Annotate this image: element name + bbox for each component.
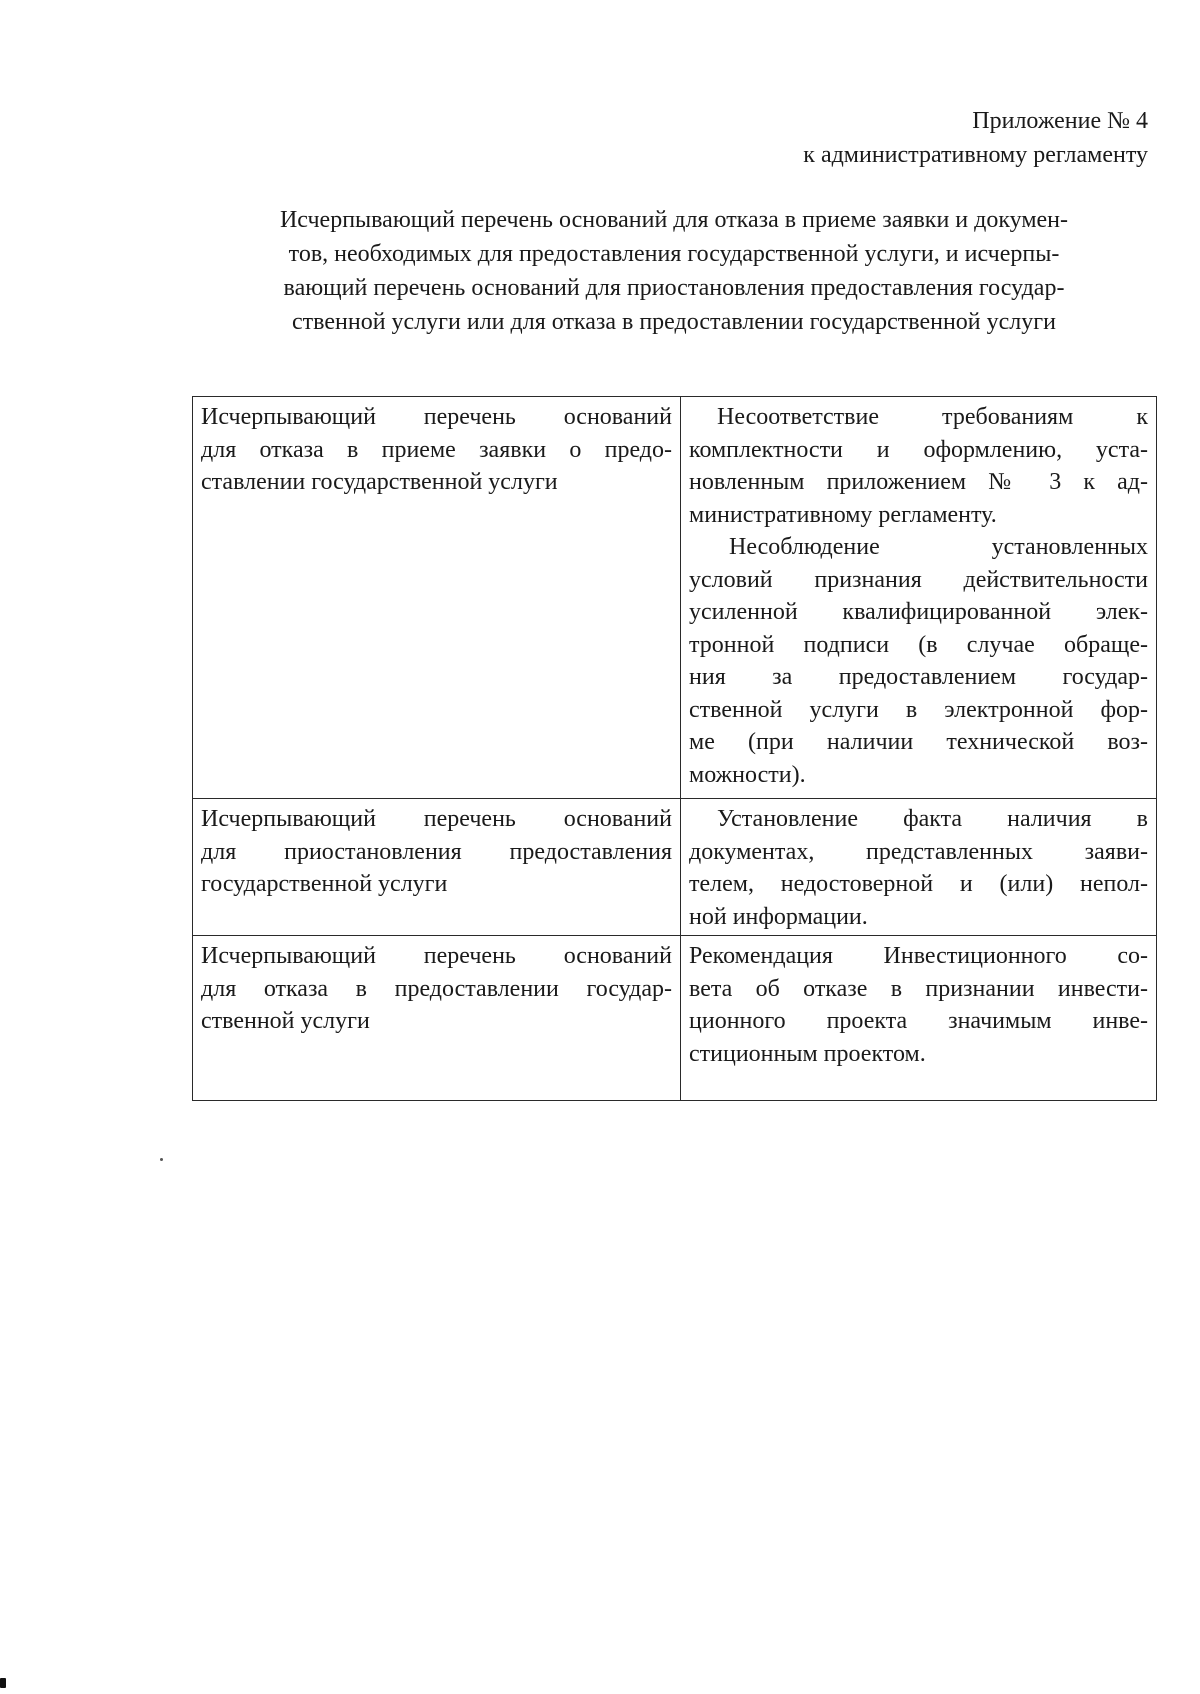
cell-text-line: ставлении государственной услуги <box>201 469 558 495</box>
title-line: тов, необходимых для предоставления государственной услуги, и исчерпы- <box>288 241 1060 267</box>
ground-description-cell <box>681 799 1157 936</box>
cell-text-line: Исчерпывающий перечень оснований <box>201 943 672 969</box>
title-line: ственной услуги или для отказа в предоставлении государственной услуги <box>292 309 1056 335</box>
cell-text-line: ной информации. <box>689 903 868 930</box>
ground-category-cell <box>193 397 681 799</box>
ground-description-cell <box>681 397 1157 799</box>
cell-text-line: тронной подписи (в случае обраще- <box>689 631 1148 658</box>
table-row <box>193 799 1157 936</box>
cell-text-line: условий признания действительности <box>689 566 1148 593</box>
table-row <box>193 936 1157 1101</box>
cell-text-line: ственной услуги <box>201 1008 370 1034</box>
scan-speck <box>0 1678 6 1688</box>
cell-text-line: Несоответствие требованиям к <box>717 404 1148 430</box>
cell-text-line: Исчерпывающий перечень оснований <box>201 404 672 430</box>
appendix-number: Приложение № 4 <box>972 108 1148 134</box>
scan-speck <box>160 1158 163 1161</box>
cell-text-line: стиционным проектом. <box>689 1040 926 1067</box>
appendix-reference: к административному регламенту <box>803 142 1148 168</box>
cell-text-line: ме (при наличии технической воз- <box>689 729 1148 755</box>
cell-text-line: ственной услуги в электронной фор- <box>689 696 1148 723</box>
grounds-table <box>192 396 1157 1101</box>
cell-text-line: Исчерпывающий перечень оснований <box>201 806 672 832</box>
document-title <box>202 203 1146 339</box>
cell-text-line: комплектности и оформлению, уста- <box>689 436 1148 463</box>
appendix-header <box>548 104 1148 172</box>
cell-text-line: ционного проекта значимым инве- <box>689 1008 1148 1034</box>
cell-text-line: для отказа в предоставлении государ- <box>201 975 672 1002</box>
cell-text-line: новленным приложением № 3 к ад- <box>689 469 1148 495</box>
cell-text-line: Несоблюдение установленных <box>729 534 1148 560</box>
cell-text-line: ния за предоставлением государ- <box>689 664 1148 690</box>
cell-text-line: Рекомендация Инвестиционного со- <box>689 943 1148 969</box>
cell-text-line: для приостановления предоставления <box>201 838 672 865</box>
cell-text-line: государственной услуги <box>201 871 448 897</box>
ground-category-cell <box>193 799 681 936</box>
cell-text-line: телем, недостоверной и (или) непол- <box>689 871 1148 897</box>
table-row <box>193 397 1157 799</box>
ground-category-cell <box>193 936 681 1101</box>
cell-text-line: Установление факта наличия в <box>717 806 1148 832</box>
cell-text-line: документах, представленных заяви- <box>689 838 1148 865</box>
cell-text-line: можности). <box>689 761 806 788</box>
title-line: вающий перечень оснований для приостановления предоставления государ- <box>283 275 1065 301</box>
ground-description-cell <box>681 936 1157 1101</box>
cell-text-line: министративному регламенту. <box>689 501 997 528</box>
title-line: Исчерпывающий перечень оснований для отказа в приеме заявки и докумен- <box>279 207 1069 233</box>
cell-text-line: усиленной квалифицированной элек- <box>689 599 1148 625</box>
cell-text-line: вета об отказе в признании инвести- <box>689 975 1148 1002</box>
cell-text-line: для отказа в приеме заявки о предо- <box>201 436 672 463</box>
